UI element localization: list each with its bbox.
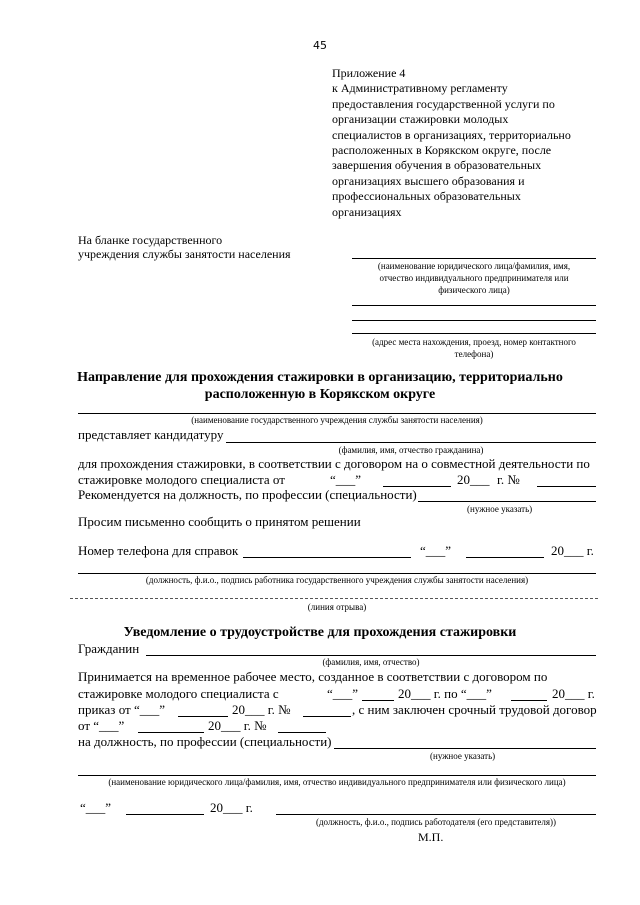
caption-employer: (наименование юридического лица/фамилия, имя, отчество индивидуального предпринимателя или физического лица) [108,777,566,787]
caption-citizen-fio: (фамилия, имя, отчество) [322,657,420,667]
referral-title: Направление для прохождения стажировки в организацию, территориально [77,370,563,385]
young-specialist-label: стажировке молодого специалиста от [78,472,285,487]
caption-recipient-address: телефона) [454,349,494,359]
letterhead-line: учреждения службы занятости населения [78,247,291,261]
presents-label: представляет кандидатуру [78,427,224,442]
recipient-address-field[interactable] [352,333,596,334]
to-date-field[interactable]: 20___ г. по “___” [398,686,492,701]
letterhead-line: На бланке государственного [78,233,223,247]
position-label: на должность, по профессии (специальности) [78,734,332,749]
phone-date-field[interactable]: “___” [420,543,452,558]
year-field[interactable]: 20___ [457,472,490,487]
caption-specify: (нужное указать) [430,751,496,761]
notice-line: , с ним заключен срочный трудовой договор [352,702,597,717]
internship-text: для прохождения стажировки, в соответствии с договором на о совместной деятельности по [78,456,590,471]
appendix-line: организации стажировки молодых [332,112,509,127]
contract-date-label: от “___” [78,718,125,733]
date-field[interactable]: “___” [330,472,362,487]
caption-recipient-name: физического лица) [438,285,510,295]
caption-institution: (наименование государственного учреждения службы занятости населения) [191,415,483,425]
number-label: г. № [497,472,520,487]
caption-recipient-address: (адрес места нахождения, проезд, номер контактного [372,337,576,347]
caption-signature: (должность, ф.и.о., подпись работника государственного учреждения службы занятости населения) [145,575,529,585]
appendix-line: предоставления государственной услуги по [332,96,555,111]
appendix-line: завершения обучения в образовательных [332,158,542,173]
institution-field[interactable] [78,413,596,414]
from-month-field[interactable] [362,700,394,701]
contract-year-field[interactable]: 20___ г. № [208,718,267,733]
phone-field[interactable] [243,557,411,558]
page-number: 45 [313,39,327,52]
citizen-label: Гражданин [78,641,140,656]
appendix-line: к Административному регламенту [332,81,508,96]
caption-recipient-name: (наименование юридического лица/фамилия, имя, [377,261,571,271]
notice-position-field[interactable] [334,748,596,749]
appendix-line: расположенных в Корякском округе, после [332,143,552,158]
notice-line: Принимается на временное рабочее место, созданное в соответствии с договором по [78,669,548,684]
employer-field[interactable] [78,775,596,776]
recipient-address-field[interactable] [352,320,596,321]
from-date-field[interactable]: “___” [327,686,359,701]
candidate-field[interactable] [226,442,596,443]
number-field[interactable] [537,486,596,487]
citizen-field[interactable] [146,655,596,656]
appendix-line: профессиональных образовательных [332,189,521,204]
stamp-label: М.П. [418,830,444,844]
order-label: приказ от “___” [78,702,165,717]
sign-month-field[interactable] [126,814,204,815]
notice-title: Уведомление о трудоустройстве для прохождения стажировки [123,625,517,640]
appendix-line: организациях высшего образования и [332,173,525,188]
order-year-field[interactable]: 20___ г. № [232,702,291,717]
caption-candidate-fio: (фамилия, имя, отчество гражданина) [338,445,484,455]
cut-line-caption: (линия отрыва) [307,602,367,612]
contract-month-field[interactable] [138,732,204,733]
position-field[interactable] [418,501,596,502]
caption-specify: (нужное указать) [467,504,533,514]
appendix-line: специалистов в организациях, территориально [332,127,571,142]
referral-title: расположенную в Корякском округе [204,387,436,402]
sign-year-field[interactable]: 20___ г. [210,800,253,815]
phone-month-field[interactable] [466,557,544,558]
recipient-name-field[interactable] [352,258,596,259]
appendix-line: организациях [332,204,402,219]
caption-recipient-name: отчество индивидуального предпринимателя или [379,273,569,283]
recommended-label: Рекомендуется на должность, по профессии (специальности) [78,487,417,502]
employer-signature-field[interactable] [276,814,596,815]
appendix-header [332,66,632,220]
inform-request: Просим письменно сообщить о принятом решении [78,514,361,529]
contract-number-field[interactable] [278,732,326,733]
signature-field[interactable] [78,573,596,574]
caption-employer-signature: (должность, ф.и.о., подпись работодателя (его представителя)) [315,817,557,827]
appendix-line: Приложение 4 [332,66,406,80]
cut-line [70,598,598,599]
phone-label: Номер телефона для справок [78,543,239,558]
order-month-field[interactable] [178,716,228,717]
to-year-field[interactable]: 20___ г. [552,686,595,701]
recipient-address-field[interactable] [352,305,596,306]
phone-year-field[interactable]: 20___ г. [551,543,594,558]
sign-date-field[interactable]: “___” [80,800,112,815]
order-number-field[interactable] [303,716,351,717]
notice-line: стажировке молодого специалиста с [78,686,279,701]
to-month-field[interactable] [511,700,547,701]
